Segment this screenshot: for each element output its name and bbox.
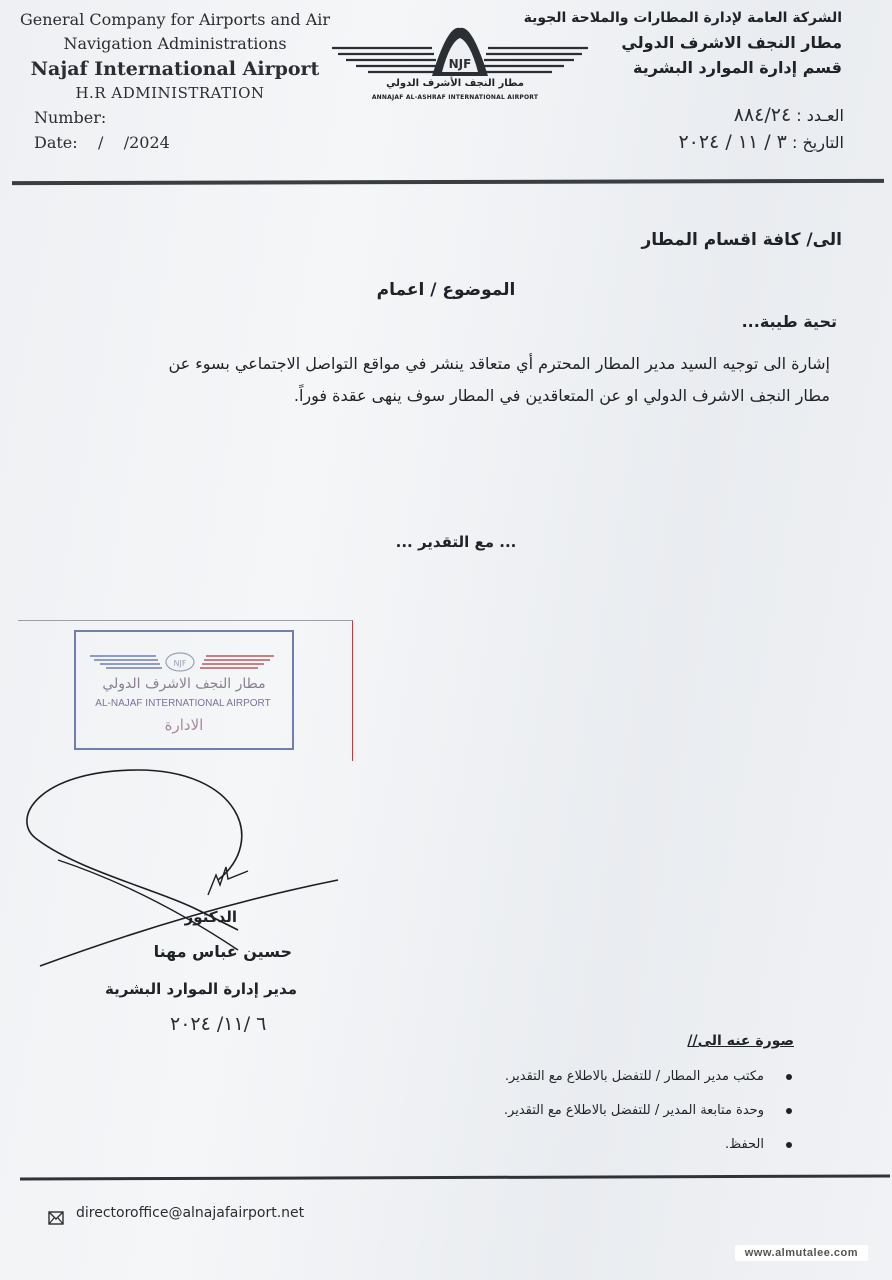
company-name-en-line2: Navigation Administrations <box>63 34 287 53</box>
cc-list <box>372 1062 792 1164</box>
greeting: تحية طيبة... <box>741 312 837 331</box>
list-item <box>372 1130 792 1164</box>
contact-email[interactable]: directoroffice@alnajafairport.net <box>76 1205 305 1221</box>
number-label-en: Number: <box>34 108 107 127</box>
right-wing-icon <box>480 48 588 72</box>
signatory-title: الدكتور <box>184 908 237 926</box>
stamp-text-ar: مطار النجف الاشرف الدولي <box>102 676 266 692</box>
logo-caption-en: ANNAJAF AL-ASHRAF INTERNATIONAL AIRPORT <box>371 94 539 101</box>
cc-item-text: مكتب مدير المطار / للتفضل بالاطلاع مع التقدير. <box>504 1069 764 1084</box>
date-label-en: Date: / /2024 <box>34 133 170 152</box>
cc-item-text: وحدة متابعة المدير / للتفضل بالاطلاع مع التقدير. <box>503 1103 764 1118</box>
stamp-text-ar2: الادارة <box>164 716 204 734</box>
company-name-ar: الشركة العامة لإدارة المطارات والملاحة الجوية <box>523 10 842 26</box>
company-name-en-line1: General Company for Airports and Air <box>19 10 331 29</box>
recipient-line: الى/ كافة اقسام المطار <box>641 230 842 250</box>
signature-date: ٦ /١١/ ٢٠٢٤ <box>170 1013 267 1035</box>
date-field-ar <box>678 131 844 153</box>
bullet-icon <box>786 1108 792 1114</box>
bullet-icon <box>786 1074 792 1080</box>
logo-badge: NJF <box>448 57 472 71</box>
watermark: www.almutalee.com <box>735 1245 868 1261</box>
date-label-ar: التاريخ : <box>791 133 844 152</box>
number-field-ar <box>734 104 844 126</box>
airport-name-en: Najaf International Airport <box>30 58 320 80</box>
department-ar: قسم إدارة الموارد البشرية <box>633 58 842 77</box>
header-divider <box>12 179 884 185</box>
list-item <box>372 1062 792 1096</box>
left-wing-icon <box>332 48 440 72</box>
stamp-text-en: AL-NAJAF INTERNATIONAL AIRPORT <box>95 698 271 709</box>
list-item <box>372 1096 792 1130</box>
number-label-ar: العـدد : <box>796 106 844 125</box>
envelope-icon <box>48 1211 64 1225</box>
logo-caption-ar: مطار النجف الأشرف الدولي <box>386 78 524 89</box>
bullet-icon <box>786 1142 792 1148</box>
footer-divider <box>20 1174 890 1180</box>
department-en: H.R ADMINISTRATION <box>75 84 265 102</box>
signatory-name: حسين عباس مهنا <box>153 942 292 961</box>
cc-title: صورة عنه الى// <box>687 1033 794 1049</box>
number-value-ar: ٨٨٤/٢٤ <box>733 104 792 126</box>
letter-body: إشارة الى توجيه السيد مدير المطار المحترم أي متعاقد ينشر في مواقع التواصل الاجتماعي بسوء عن مطار النجف الاشرف الدولي او عن المتعاقدين في المطار سوف ينهى عقدة فوراً. <box>168 354 830 405</box>
signatory-position: مدير إدارة الموارد البشرية <box>105 980 297 998</box>
stamp-badge: NJF <box>173 659 187 668</box>
date-value-ar: ٣ / ١١ / ٢٠٢٤ <box>678 131 787 153</box>
cc-item-text: الحفظ. <box>724 1137 764 1152</box>
subject-line: الموضوع / اعمام <box>376 280 516 300</box>
airport-name-ar: مطار النجف الاشرف الدولي <box>621 33 842 52</box>
regards-line: ... مع التقدير ... <box>395 533 517 551</box>
